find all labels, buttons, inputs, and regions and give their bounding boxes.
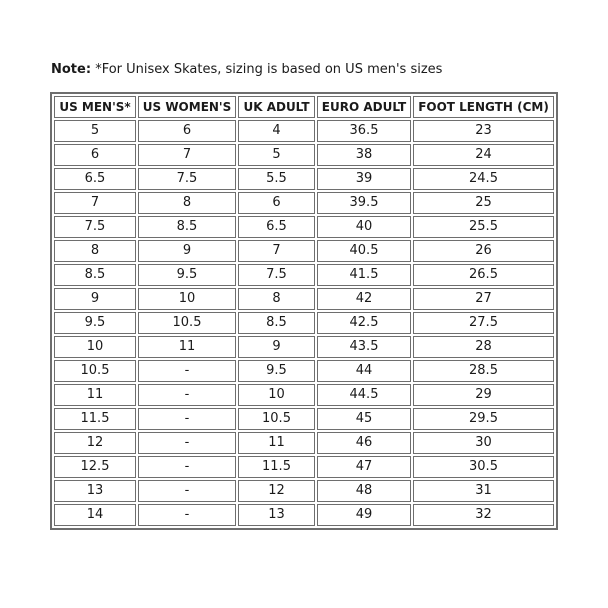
cell-foot-length: 27.5 [413, 312, 554, 334]
cell-us-womens: 10.5 [138, 312, 236, 334]
cell-euro-adult: 39.5 [317, 192, 411, 214]
cell-euro-adult: 45 [317, 408, 411, 430]
cell-us-mens: 12 [54, 432, 136, 454]
cell-euro-adult: 39 [317, 168, 411, 190]
table-row [54, 240, 554, 262]
table-row [54, 120, 554, 142]
cell-foot-length: 30 [413, 432, 554, 454]
cell-us-mens: 14 [54, 504, 136, 526]
cell-us-mens: 11 [54, 384, 136, 406]
cell-us-mens: 13 [54, 480, 136, 502]
cell-us-mens: 8 [54, 240, 136, 262]
table-row [54, 432, 554, 454]
cell-us-mens: 10 [54, 336, 136, 358]
cell-us-mens: 9.5 [54, 312, 136, 334]
cell-us-womens: - [138, 456, 236, 478]
cell-us-womens: - [138, 384, 236, 406]
table-row [54, 360, 554, 382]
cell-uk-adult: 7.5 [238, 264, 315, 286]
cell-uk-adult: 10.5 [238, 408, 315, 430]
table-row [54, 504, 554, 526]
cell-us-mens: 10.5 [54, 360, 136, 382]
cell-us-womens: 8 [138, 192, 236, 214]
cell-us-womens: 7.5 [138, 168, 236, 190]
cell-euro-adult: 40 [317, 216, 411, 238]
cell-foot-length: 25 [413, 192, 554, 214]
table-row [54, 216, 554, 238]
cell-uk-adult: 8.5 [238, 312, 315, 334]
cell-euro-adult: 46 [317, 432, 411, 454]
cell-foot-length: 27 [413, 288, 554, 310]
table-body [54, 120, 554, 526]
cell-uk-adult: 7 [238, 240, 315, 262]
note-text: *For Unisex Skates, sizing is based on US men's sizes [95, 62, 443, 77]
cell-uk-adult: 6 [238, 192, 315, 214]
cell-euro-adult: 36.5 [317, 120, 411, 142]
cell-foot-length: 29 [413, 384, 554, 406]
cell-us-womens: - [138, 432, 236, 454]
cell-uk-adult: 13 [238, 504, 315, 526]
cell-uk-adult: 5 [238, 144, 315, 166]
cell-foot-length: 30.5 [413, 456, 554, 478]
cell-us-womens: 11 [138, 336, 236, 358]
cell-uk-adult: 4 [238, 120, 315, 142]
table-header-row [54, 96, 554, 118]
cell-uk-adult: 11.5 [238, 456, 315, 478]
cell-us-mens: 12.5 [54, 456, 136, 478]
table-row [54, 480, 554, 502]
cell-euro-adult: 40.5 [317, 240, 411, 262]
table-row [54, 144, 554, 166]
cell-us-womens: 6 [138, 120, 236, 142]
cell-us-mens: 9 [54, 288, 136, 310]
cell-us-womens: 10 [138, 288, 236, 310]
cell-foot-length: 26 [413, 240, 554, 262]
table-row [54, 312, 554, 334]
table-row [54, 408, 554, 430]
header-uk-adult: UK ADULT [238, 96, 315, 118]
size-chart-table [50, 92, 558, 530]
cell-uk-adult: 9.5 [238, 360, 315, 382]
cell-uk-adult: 11 [238, 432, 315, 454]
cell-us-womens: - [138, 360, 236, 382]
header-us-womens: US WOMEN'S [138, 96, 236, 118]
cell-foot-length: 32 [413, 504, 554, 526]
cell-us-mens: 11.5 [54, 408, 136, 430]
cell-us-womens: 8.5 [138, 216, 236, 238]
cell-foot-length: 24 [413, 144, 554, 166]
cell-euro-adult: 41.5 [317, 264, 411, 286]
cell-us-mens: 5 [54, 120, 136, 142]
cell-euro-adult: 42 [317, 288, 411, 310]
table-row [54, 192, 554, 214]
cell-foot-length: 24.5 [413, 168, 554, 190]
cell-euro-adult: 38 [317, 144, 411, 166]
cell-us-mens: 6 [54, 144, 136, 166]
cell-us-womens: 9.5 [138, 264, 236, 286]
cell-foot-length: 31 [413, 480, 554, 502]
cell-uk-adult: 10 [238, 384, 315, 406]
cell-uk-adult: 9 [238, 336, 315, 358]
cell-foot-length: 28 [413, 336, 554, 358]
cell-euro-adult: 42.5 [317, 312, 411, 334]
cell-uk-adult: 6.5 [238, 216, 315, 238]
cell-us-womens: 7 [138, 144, 236, 166]
note-label: Note: [51, 62, 92, 77]
cell-us-womens: 9 [138, 240, 236, 262]
table-row [54, 288, 554, 310]
cell-foot-length: 28.5 [413, 360, 554, 382]
cell-us-mens: 7 [54, 192, 136, 214]
cell-us-womens: - [138, 504, 236, 526]
table-row [54, 168, 554, 190]
cell-us-womens: - [138, 480, 236, 502]
cell-euro-adult: 43.5 [317, 336, 411, 358]
table-row [54, 336, 554, 358]
cell-foot-length: 25.5 [413, 216, 554, 238]
cell-euro-adult: 49 [317, 504, 411, 526]
table-row [54, 456, 554, 478]
cell-euro-adult: 44 [317, 360, 411, 382]
cell-us-womens: - [138, 408, 236, 430]
cell-us-mens: 7.5 [54, 216, 136, 238]
header-foot-length: FOOT LENGTH (CM) [413, 96, 554, 118]
table-row [54, 384, 554, 406]
cell-us-mens: 8.5 [54, 264, 136, 286]
cell-euro-adult: 48 [317, 480, 411, 502]
cell-foot-length: 29.5 [413, 408, 554, 430]
table-row [54, 264, 554, 286]
cell-uk-adult: 5.5 [238, 168, 315, 190]
header-euro-adult: EURO ADULT [317, 96, 411, 118]
cell-uk-adult: 12 [238, 480, 315, 502]
cell-us-mens: 6.5 [54, 168, 136, 190]
size-note [51, 62, 442, 77]
cell-uk-adult: 8 [238, 288, 315, 310]
header-us-mens: US MEN'S* [54, 96, 136, 118]
cell-euro-adult: 44.5 [317, 384, 411, 406]
cell-euro-adult: 47 [317, 456, 411, 478]
cell-foot-length: 23 [413, 120, 554, 142]
cell-foot-length: 26.5 [413, 264, 554, 286]
